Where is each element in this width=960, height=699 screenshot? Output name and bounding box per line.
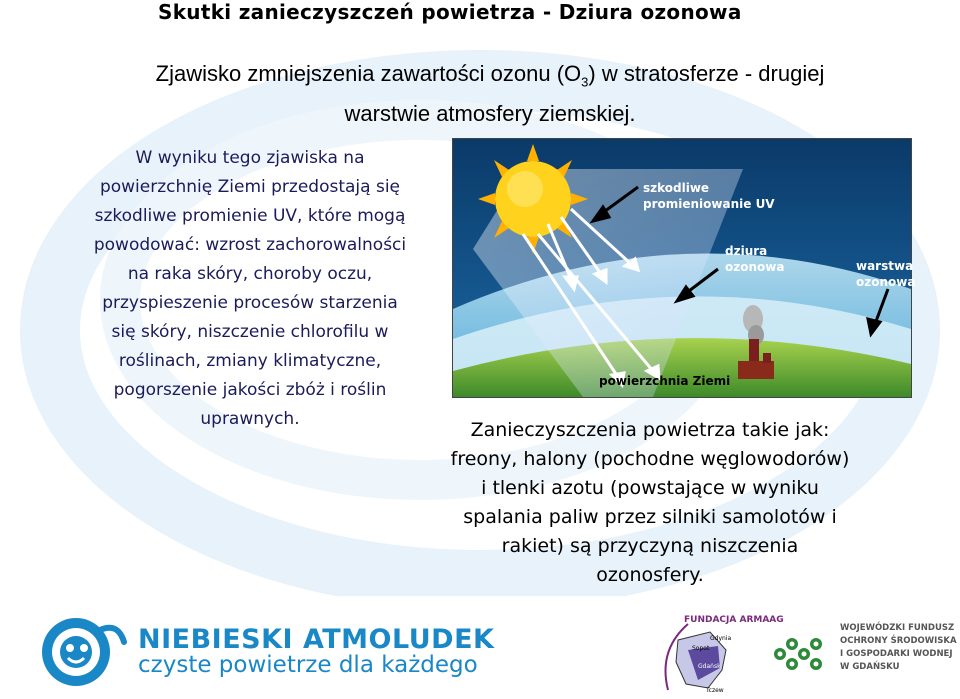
label-ozone-hole: dziura ozonowa xyxy=(725,244,785,274)
effects-line: pogorszenie jakości zbóż i roślin xyxy=(113,380,387,400)
effects-line: na raka skóry, choroby oczu, xyxy=(127,264,373,284)
environmental-fund-logo-icon xyxy=(768,628,832,680)
causes-line: ozonosfery. xyxy=(596,564,704,586)
causes-line: Zanieczyszczenia powietrza takie jak: xyxy=(470,419,830,441)
svg-text:Sopot: Sopot xyxy=(692,645,710,652)
effects-paragraph xyxy=(50,144,450,434)
brand-tagline: czyste powietrze dla każdego xyxy=(138,652,478,678)
ozone-subscript: 3 xyxy=(581,74,589,90)
effects-line: przyspieszenie procesów starzenia xyxy=(102,293,398,313)
intro-line2: warstwie atmosfery ziemskiej. xyxy=(344,101,636,127)
sun-icon xyxy=(478,144,588,254)
brand-name: NIEBIESKI ATMOLUDEK xyxy=(138,624,495,655)
svg-text:Gdańsk: Gdańsk xyxy=(698,663,721,670)
page-title: Skutki zanieczyszczeń powietrza - Dziura ozonowa xyxy=(158,0,742,24)
armaag-foundation-logo xyxy=(648,610,784,698)
effects-line: roślinach, zmiany klimatyczne, xyxy=(118,351,382,371)
effects-line: powierzchnię Ziemi przedostają się xyxy=(99,177,401,197)
label-uv: szkodliwe promieniowanie UV xyxy=(643,181,775,211)
causes-line: spalania paliw przez silniki samolotów i xyxy=(463,506,837,528)
svg-text:FUNDACJA ARMAAG: FUNDACJA ARMAAG xyxy=(684,615,784,625)
atmoludek-logo-icon xyxy=(34,612,130,692)
svg-text:Tczew: Tczew xyxy=(706,687,724,694)
effects-line: uprawnych. xyxy=(200,409,300,429)
ozone-diagram-illustration xyxy=(453,139,911,397)
svg-text:Gdynia: Gdynia xyxy=(710,635,732,642)
causes-line: rakiet) są przyczyną niszczenia xyxy=(501,535,799,557)
environmental-fund-name: WOJEWÓDZKI FUNDUSZ OCHRONY ŚRODOWISKA I GOSPODARKI WODNEJ W GDAŃSKU xyxy=(840,623,957,672)
intro-text xyxy=(60,58,920,130)
effects-line: powodować: wzrost zachorowalności xyxy=(93,235,407,255)
effects-line: W wyniku tego zjawiska na xyxy=(135,148,365,168)
causes-line: i tlenki azotu (powstające w wyniku xyxy=(481,477,819,499)
causes-paragraph xyxy=(415,416,885,590)
effects-line: się skóry, niszczenie chlorofilu w xyxy=(111,322,389,342)
intro-line1-start: Zjawisko zmniejszenia zawartości ozonu (O xyxy=(155,61,582,86)
causes-line: freony, halony (pochodne węglowodorów) xyxy=(450,448,850,470)
effects-line: szkodliwe promienie UV, które mogą xyxy=(94,206,406,226)
label-ozone-layer: warstwa ozonowa xyxy=(856,259,916,289)
label-earth-surface: powierzchnia Ziemi xyxy=(599,374,731,388)
ozone-hole-diagram xyxy=(452,138,916,398)
intro-line1-end: ) w stratosferze - drugiej xyxy=(588,61,825,86)
